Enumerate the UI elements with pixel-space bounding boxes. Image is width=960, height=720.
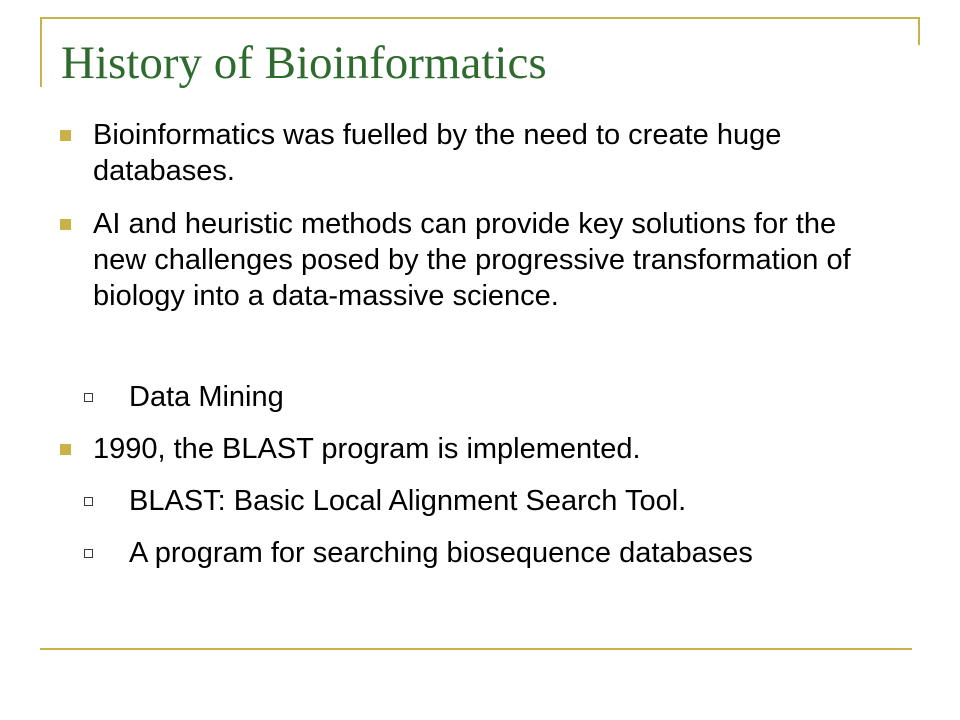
sub-bullet-item-2 [129,483,889,519]
bullet-text-2: AI and heuristic methods can provide key solutions for the new challenges posed by the progressive transformation of biology into a data-massive science. [93,208,851,312]
bullet-item-3 [93,431,883,467]
square-bullet-icon [60,219,71,230]
square-bullet-icon [60,444,71,455]
bullet-text-3: 1990, the BLAST program is implemented. [93,433,641,465]
bullet-text-1: Bioinformatics was fuelled by the need to create huge databases. [93,119,782,187]
left-rule [40,17,42,87]
bullet-item-2 [93,206,883,314]
square-bullet-icon [60,130,71,141]
sub-bullet-text-1: Data Mining [129,381,284,413]
slide-title: History of Bioinformatics [61,37,547,89]
checkbox-bullet-icon [84,393,93,402]
sub-bullet-item-3 [129,535,889,571]
sub-bullet-item-1 [129,379,889,415]
bullet-item-1 [93,117,883,189]
sub-bullet-text-3: A program for searching biosequence databases [129,537,753,569]
bottom-rule [40,648,912,650]
top-rule [40,17,920,19]
sub-bullet-text-2: BLAST: Basic Local Alignment Search Tool. [129,485,687,517]
checkbox-bullet-icon [84,549,93,558]
checkbox-bullet-icon [84,497,93,506]
right-rule [918,17,920,45]
